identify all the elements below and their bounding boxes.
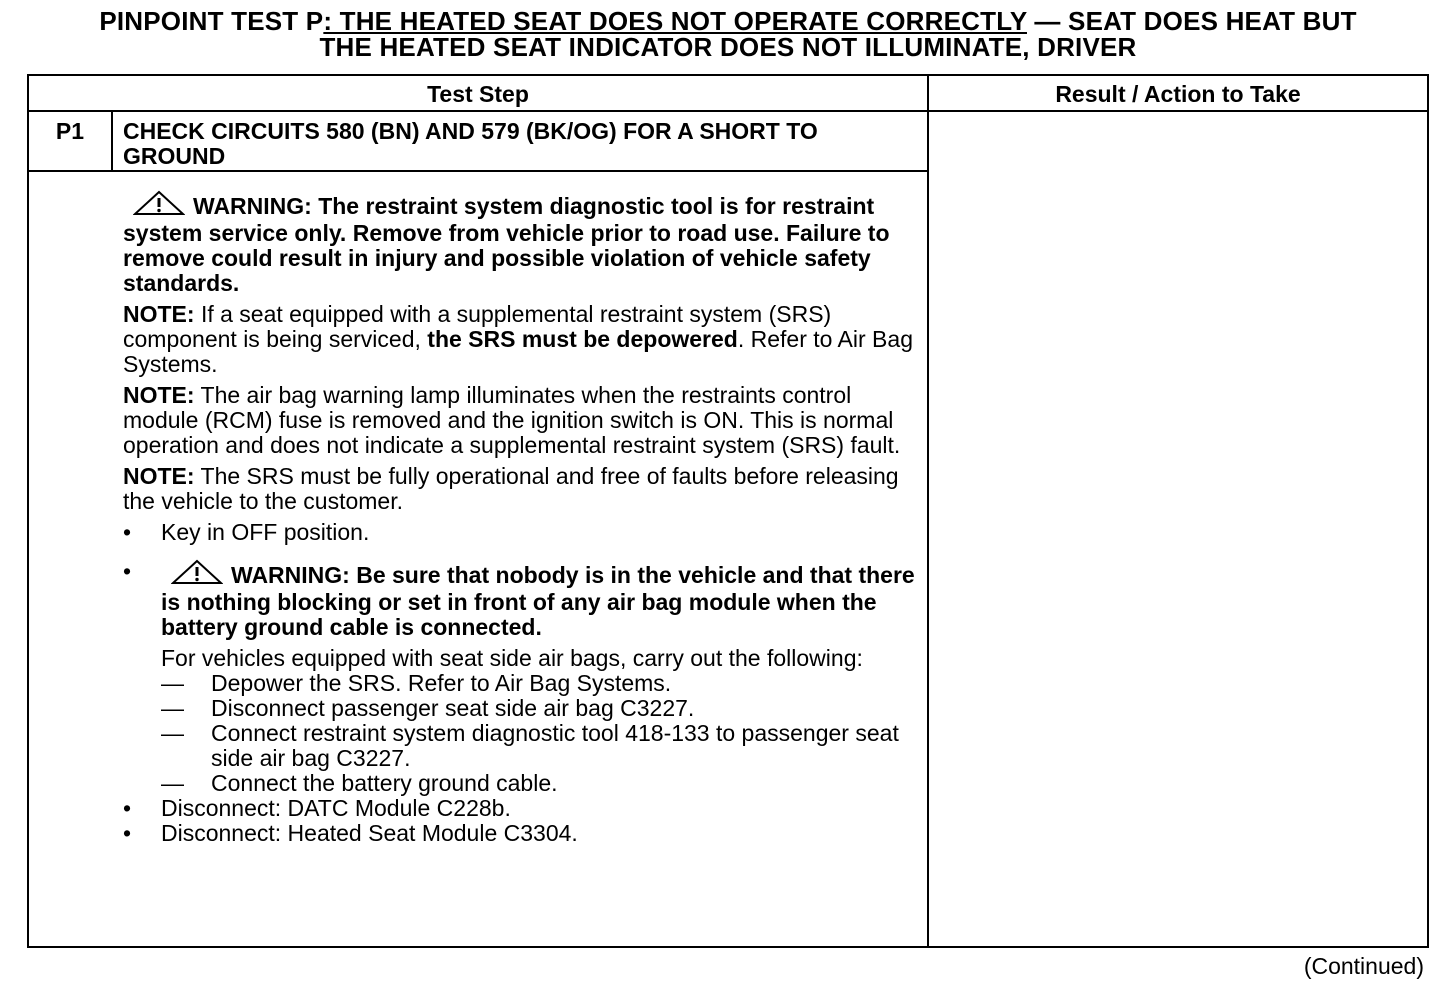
title-line-2: THE HEATED SEAT INDICATOR DOES NOT ILLUMINATE, DRIVER <box>319 32 1137 62</box>
step-body <box>123 190 923 846</box>
bullet-battery-warning: • WARNING: Be sure that nobody is in the vehicle and that there is nothing blocking or set in front of any air bag module when the battery ground cable is connected. For vehicles equipped with seat side air bags, carry out the following: — Depower the SRS. Refer to Air Bag Systems. — Disconnect passenger seat side air bag C3227. — Connect restraint system diagnostic tool 418-133 to passenger seat side air bag C3227. — Connect the battery ground cable. <box>123 559 923 796</box>
substep-item: — Disconnect passenger seat side air bag C3227. <box>161 695 695 721</box>
substep-item: — Depower the SRS. Refer to Air Bag Systems. <box>161 670 672 696</box>
title-underlined-part: : THE HEATED SEAT DOES NOT OPERATE CORRECTLY <box>323 6 1027 36</box>
step-id: P1 <box>55 118 85 144</box>
note-srs-depower: NOTE: If a seat equipped with a supplemental restraint system (SRS) component is being serviced, the SRS must be depowered. Refer to Air Bag Systems. <box>123 301 913 377</box>
warning-triangle-icon <box>171 559 223 590</box>
step-title: CHECK CIRCUITS 580 (BN) AND 579 (BK/OG) FOR A SHORT TO GROUND <box>123 118 818 169</box>
page-title <box>0 8 1456 60</box>
note-srs-operational: NOTE: The SRS must be fully operational and free of faults before releasing the vehicle to the customer. <box>123 463 899 514</box>
title-line-1: PINPOINT TEST P: THE HEATED SEAT DOES NOT OPERATE CORRECTLY — SEAT DOES HEAT BUT <box>99 6 1357 36</box>
warning-restraint-tool: WARNING: The restraint system diagnostic tool is for restraint system service only. Remove from vehicle prior to road use. Failure to remove could result in injury and possible violation of vehicle safety standards. <box>123 190 923 296</box>
header-test-step: Test Step <box>427 81 529 107</box>
continued-label: (Continued) <box>1303 953 1424 979</box>
bullet-disconnect-datc: • Disconnect: DATC Module C228b. <box>123 795 511 821</box>
step-id-divider <box>111 112 113 172</box>
note-airbag-lamp: NOTE: The air bag warning lamp illuminates when the restraints control module (RCM) fuse is removed and the ignition switch is ON. This is normal operation and does not indicate a supplemental restraint system (SRS) fault. <box>123 382 901 458</box>
pinpoint-test-table <box>27 74 1429 948</box>
header-result-action: Result / Action to Take <box>1055 81 1301 107</box>
step-title-divider <box>29 170 927 172</box>
bullet-key-off: • Key in OFF position. <box>123 519 370 545</box>
warning-triangle-icon <box>133 190 185 221</box>
substep-item: — Connect the battery ground cable. <box>161 770 558 796</box>
bullet-disconnect-heated-seat: • Disconnect: Heated Seat Module C3304. <box>123 820 578 846</box>
substep-item: — Connect restraint system diagnostic tool 418-133 to passenger seat side air bag C3227. <box>161 720 899 771</box>
column-divider <box>927 76 929 946</box>
seat-side-airbag-intro: For vehicles equipped with seat side air bags, carry out the following: <box>161 645 863 671</box>
warning-nobody-in-vehicle: WARNING: Be sure that nobody is in the vehicle and that there is nothing blocking or set in front of any air bag module when the battery ground cable is connected. <box>161 559 923 640</box>
